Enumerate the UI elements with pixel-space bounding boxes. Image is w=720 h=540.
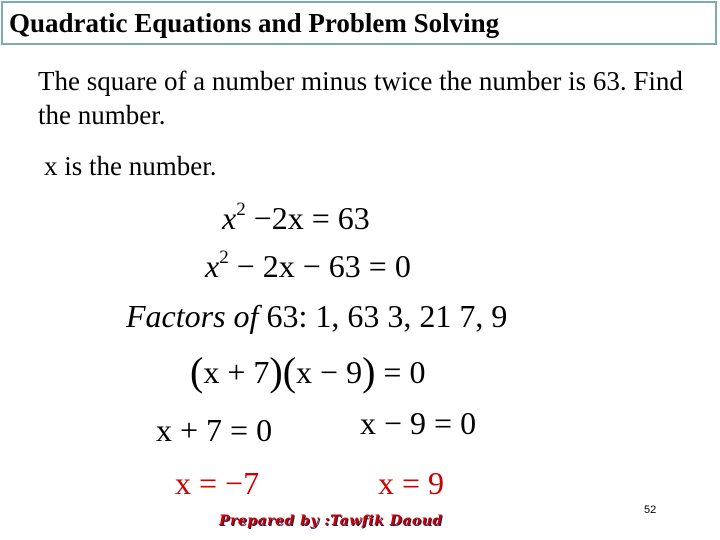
eq2-exponent: 2 (219, 247, 229, 268)
page-number: 52 (644, 504, 657, 516)
factors-label: Factors of (126, 298, 267, 334)
title-box (1, 1, 717, 45)
solution-2: x = 9 (378, 465, 445, 501)
problem-statement: The square of a number minus twice the number is 63. Find the number. (38, 66, 683, 130)
factors-line (126, 300, 507, 332)
factored-equation (190, 349, 426, 394)
slide-title: Quadratic Equations and Problem Solving (9, 8, 500, 38)
factor-1: x + 7 (203, 354, 270, 390)
zero-product-2: x − 9 = 0 (360, 405, 477, 441)
factor-2: x − 9 (296, 354, 363, 390)
middle-parens: )( (269, 349, 297, 394)
solution-1: x = −7 (175, 465, 260, 501)
factor-pairs: : 1, 63 3, 21 7, 9 (298, 298, 508, 334)
equation-1 (222, 199, 370, 236)
factored-rhs: = 0 (375, 354, 426, 390)
zero-product-1: x + 7 = 0 (156, 412, 273, 448)
eq1-exponent: 2 (236, 199, 246, 220)
open-paren: ( (190, 349, 204, 394)
eq2-variable: x (205, 248, 220, 284)
close-paren: ) (362, 349, 376, 394)
variable-definition: x is the number. (44, 151, 217, 181)
eq1-variable: x (222, 200, 237, 236)
eq2-rest: − 2x − 63 = 0 (228, 248, 411, 284)
equation-2 (205, 247, 411, 284)
factors-number: 63 (266, 298, 299, 334)
eq1-rest: −2x = 63 (245, 200, 370, 236)
author-credit: Prepared by :Tawfik Daoud (219, 513, 443, 529)
